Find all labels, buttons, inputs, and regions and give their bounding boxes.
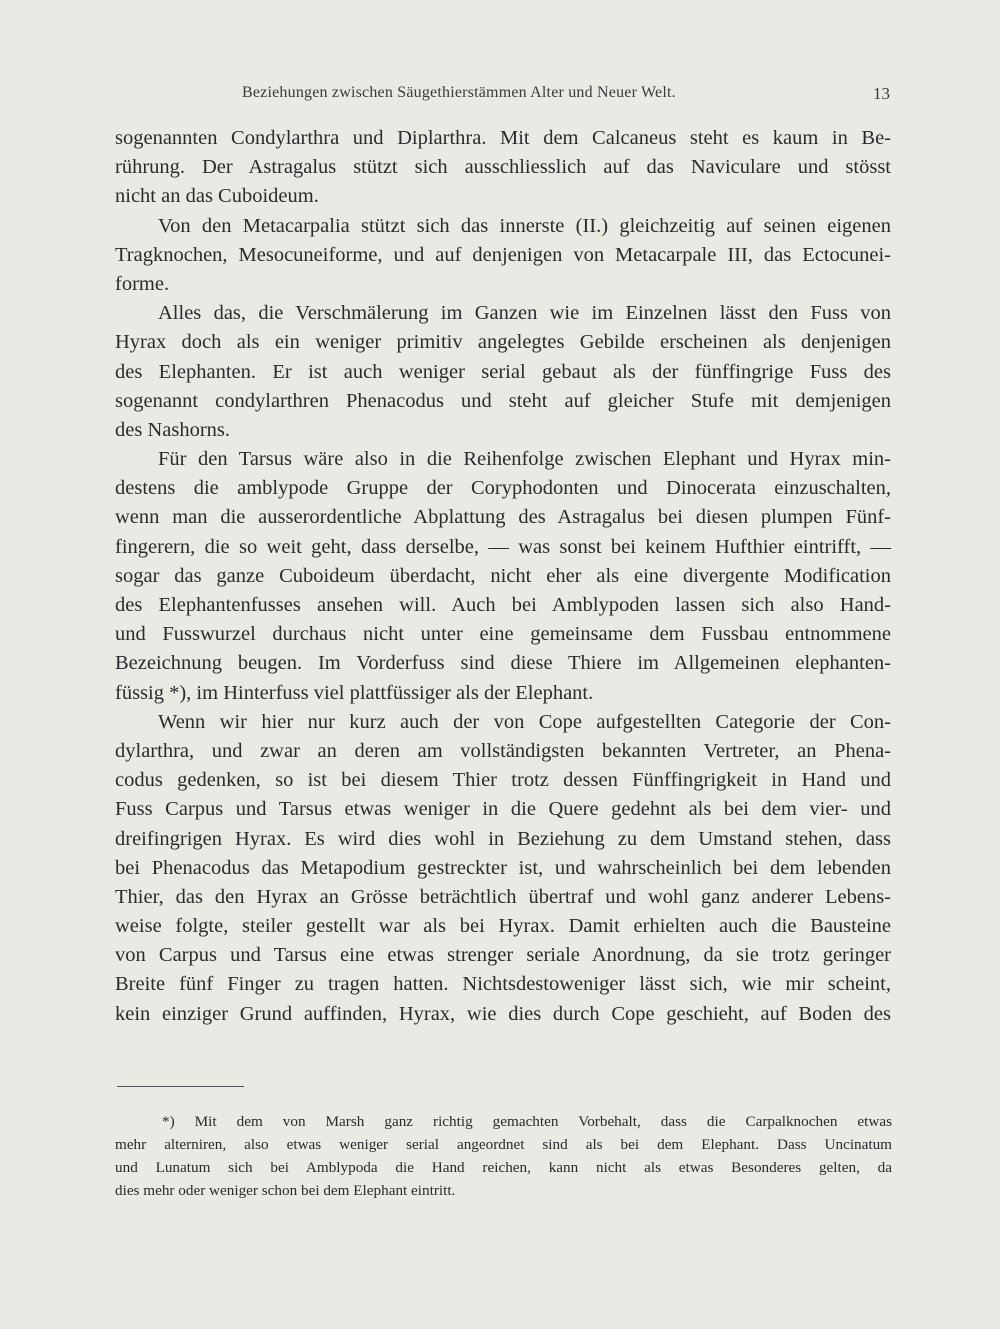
body-line: kein einziger Grund auffinden, Hyrax, wie dies durch Cope geschieht, auf Boden des bbox=[115, 1002, 891, 1025]
footnote-line: dies mehr oder weniger schon bei dem Elephant eintritt. bbox=[115, 1182, 456, 1199]
body-line: des Elephantenfusses ansehen will. Auch bei Amblypoden lassen sich also Hand- bbox=[115, 594, 891, 616]
body-line: rührung. Der Astragalus stützt sich ausschliesslich auf das Naviculare und stösst bbox=[115, 156, 891, 179]
body-text bbox=[115, 124, 891, 1029]
page-header bbox=[115, 82, 890, 108]
body-line: bei Phenacodus das Metapodium gestreckter ist, und wahrscheinlich bei dem lebenden bbox=[115, 856, 891, 879]
body-line: Von den Metacarpalia stützt sich das innerste (II.) gleichzeitig auf seinen eigenen bbox=[158, 214, 891, 237]
running-title: Beziehungen zwischen Säugethierstämmen Alter und Neuer Welt. bbox=[242, 84, 676, 101]
body-line: von Carpus und Tarsus eine etwas strenger seriale Anordnung, da sie trotz geringer bbox=[115, 944, 891, 967]
footnote bbox=[115, 1110, 892, 1202]
body-line: Bezeichnung beugen. Im Vorderfuss sind diese Thiere im Allgemeinen elephanten- bbox=[115, 652, 891, 675]
body-line: Für den Tarsus wäre also in die Reihenfolge zwischen Elephant und Hyrax min- bbox=[158, 448, 891, 471]
body-line: füssig *), im Hinterfuss viel plattfüssiger als der Elephant. bbox=[115, 681, 594, 704]
body-line: und Fusswurzel durchaus nicht unter eine gemeinsame dem Fussbau entnommene bbox=[115, 623, 891, 646]
body-line: codus gedenken, so ist bei diesem Thier trotz dessen Fünffingrigkeit in Hand und bbox=[115, 769, 891, 792]
body-line: Alles das, die Verschmälerung im Ganzen wie im Einzelnen lässt den Fuss von bbox=[158, 302, 891, 325]
body-line: sogar das ganze Cuboideum überdacht, nicht eher als eine divergente Modification bbox=[115, 564, 891, 587]
body-line: Fuss Carpus und Tarsus etwas weniger in die Quere gedehnt als bei dem vier- und bbox=[115, 798, 891, 821]
body-line: nicht an das Cuboideum. bbox=[115, 185, 319, 208]
body-line: sogenannt condylarthren Phenacodus und steht auf gleicher Stufe mit demjenigen bbox=[115, 389, 891, 412]
body-line: sogenannten Condylarthra und Diplarthra. Mit dem Calcaneus steht es kaum in Be- bbox=[115, 127, 891, 149]
body-line: wenn man die ausserordentliche Abplattung des Astragalus bei diesen plumpen Fünf- bbox=[115, 506, 891, 529]
body-line: destens die amblypode Gruppe der Coryphodonten und Dinocerata einzuschalten, bbox=[115, 477, 891, 500]
footnote-divider bbox=[117, 1086, 244, 1087]
footnote-line: und Lunatum sich bei Amblypoda die Hand reichen, kann nicht als etwas Besonderes gelten, da bbox=[115, 1159, 892, 1176]
page-number: 13 bbox=[873, 84, 890, 103]
body-line: Tragknochen, Mesocuneiforme, und auf denjenigen von Metacarpale III, das Ectocunei- bbox=[115, 243, 891, 266]
body-line: Thier, das den Hyrax an Grösse beträchtlich übertraf und wohl ganz anderer Lebens- bbox=[115, 885, 891, 908]
body-line: Breite fünf Finger zu tragen hatten. Nichtsdestoweniger lässt sich, wie mir scheint, bbox=[115, 973, 891, 996]
footnote-line: mehr alterniren, also etwas weniger serial angeordnet sind als bei dem Elephant. Dass Uncinatum bbox=[115, 1136, 892, 1153]
body-line: Hyrax doch als ein weniger primitiv angelegtes Gebilde erscheinen als denjenigen bbox=[115, 331, 891, 354]
body-line: dylarthra, und zwar an deren am vollständigsten bekannten Vertreter, an Phena- bbox=[115, 739, 891, 762]
body-line: forme. bbox=[115, 272, 170, 295]
body-line: dreifingrigen Hyrax. Es wird dies wohl in Beziehung zu dem Umstand stehen, dass bbox=[115, 827, 891, 850]
body-line: des Elephanten. Er ist auch weniger serial gebaut als der fünffingrige Fuss des bbox=[115, 360, 891, 383]
body-line: weise folgte, steiler gestellt war als bei Hyrax. Damit erhielten auch die Bausteine bbox=[115, 915, 891, 938]
body-line: des Nashorns. bbox=[115, 418, 231, 441]
body-line: fingerern, die so weit geht, dass derselbe, — was sonst bei keinem Hufthier eintrifft, — bbox=[115, 535, 891, 558]
footnote-line: *) Mit dem von Marsh ganz richtig gemachten Vorbehalt, dass die Carpalknochen etwas bbox=[162, 1113, 892, 1130]
body-line: Wenn wir hier nur kurz auch der von Cope aufgestellten Categorie der Con- bbox=[158, 710, 891, 733]
